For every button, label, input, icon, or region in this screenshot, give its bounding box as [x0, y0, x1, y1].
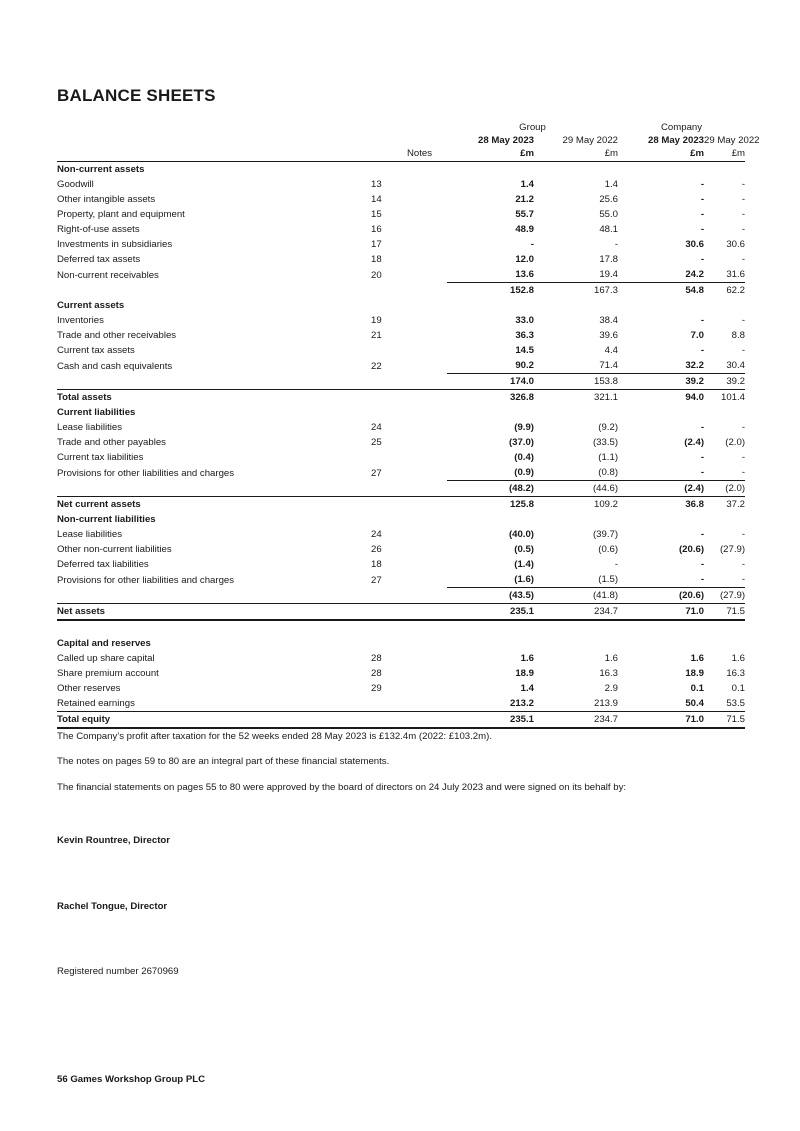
line-item-row	[57, 237, 745, 252]
line-item-label: Trade and other payables	[57, 437, 166, 448]
line-item-row	[57, 557, 745, 572]
line-item-label: Inventories	[57, 315, 104, 326]
empty-cell	[371, 512, 447, 527]
unit-label: £m	[618, 147, 704, 162]
group-2022-value: 1.6	[604, 653, 619, 664]
empty-cell	[618, 162, 704, 178]
company-2023-value: 36.8	[618, 497, 704, 513]
line-item-label	[57, 588, 371, 604]
company-header: Company	[660, 122, 703, 133]
group-2023-value: (37.0)	[508, 437, 534, 448]
line-item-label: Total assets	[57, 390, 371, 406]
group-2022-value: 19.4	[599, 269, 619, 280]
group-2023-value: 235.1	[447, 604, 534, 621]
empty-cell	[371, 162, 447, 178]
line-item-label: Share premium account	[57, 668, 159, 679]
note-ref	[371, 497, 447, 513]
group-2023-value: (9.9)	[514, 422, 534, 433]
signatory-1: Kevin Rountree, Director	[57, 835, 171, 846]
note-ref: 27	[371, 467, 382, 479]
group-2022-value: 38.4	[599, 315, 619, 326]
empty-cell	[371, 405, 447, 420]
line-item-label	[57, 374, 371, 390]
line-item-label	[57, 283, 371, 299]
spacer-row	[57, 620, 745, 636]
company-2022-value: 30.4	[726, 360, 746, 371]
group-2022-value: (0.6)	[598, 544, 619, 555]
company-2022-value: 62.2	[704, 283, 745, 299]
group-2022-value: (39.7)	[592, 529, 619, 540]
note-ref	[371, 343, 447, 358]
empty-cell	[618, 298, 704, 313]
line-item-label: Lease liabilities	[57, 422, 123, 433]
company-2023-value: 32.2	[685, 360, 705, 371]
group-2023-value: 21.2	[515, 194, 534, 205]
note-ref: 16	[371, 224, 382, 235]
group-2023-value: 12.0	[515, 254, 534, 265]
page-title: BALANCE SHEETS	[57, 86, 216, 105]
line-item-label: Other non-current liabilities	[57, 544, 172, 555]
group-2022-value: (33.5)	[592, 437, 619, 448]
line-item-label: Net current assets	[57, 497, 371, 513]
company-2022-value: 31.6	[726, 269, 746, 280]
line-item-row	[57, 192, 745, 207]
unit-label: £m	[447, 147, 534, 162]
section-heading: Current assets	[57, 300, 125, 311]
note-ref	[371, 712, 447, 729]
company-2023-value: -	[700, 467, 705, 478]
group-2023-value: 18.9	[515, 668, 534, 679]
line-item-label: Investments in subsidiaries	[57, 239, 173, 250]
notes-reference: The notes on pages 59 to 80 are an integral part of these financial statements.	[57, 756, 390, 767]
empty-cell	[704, 512, 745, 527]
notes-header: Notes	[371, 147, 447, 162]
group-2023-value: 1.4	[520, 683, 534, 694]
line-item-row	[57, 252, 745, 267]
line-item-row	[57, 435, 745, 450]
header-unit-row	[57, 147, 745, 162]
line-item-label: Trade and other receivables	[57, 330, 177, 341]
line-item-label: Current tax assets	[57, 345, 135, 356]
group-2023-value: (1.4)	[514, 559, 534, 570]
group-2022-value: 1.4	[604, 179, 619, 190]
group-2022-value: 16.3	[599, 668, 619, 679]
group-2022-value: 48.1	[599, 224, 619, 235]
group-2022-value: 25.6	[599, 194, 619, 205]
company-2023-value: 39.2	[618, 374, 704, 390]
company-2022-value: -	[741, 179, 746, 190]
group-2023-value: 14.5	[515, 345, 534, 356]
empty-cell	[704, 405, 745, 420]
company-2022-value: 16.3	[726, 668, 746, 679]
line-item-row	[57, 542, 745, 557]
group-2023-value: 1.6	[520, 653, 534, 664]
group-2022-value: -	[614, 239, 619, 250]
section-heading-row	[57, 162, 745, 178]
line-item-row	[57, 358, 745, 374]
company-2023-value: 7.0	[690, 330, 705, 341]
empty-cell	[618, 405, 704, 420]
company-2023-value: -	[700, 224, 705, 235]
registered-number: Registered number 2670969	[57, 966, 179, 977]
empty-cell	[371, 636, 447, 651]
section-heading: Non-current assets	[57, 164, 145, 175]
line-item-row	[57, 343, 745, 358]
company-date-2022: 29 May 2022	[704, 135, 760, 146]
note-ref	[371, 604, 447, 621]
company-2022-value: -	[741, 254, 746, 265]
empty-cell	[704, 298, 745, 313]
note-ref	[371, 450, 447, 465]
line-item-row	[57, 177, 745, 192]
company-2023-value: -	[700, 574, 705, 585]
company-2022-value: -	[741, 315, 746, 326]
note-ref: 14	[371, 194, 382, 205]
group-2022-value: -	[614, 559, 619, 570]
line-item-label: Property, plant and equipment	[57, 209, 185, 220]
company-2022-value: 0.1	[731, 683, 746, 694]
group-2023-value: (1.6)	[514, 574, 534, 585]
note-ref: 28	[371, 653, 382, 664]
subtotal-row	[57, 588, 745, 604]
group-2022-value: (0.8)	[598, 467, 619, 478]
company-2022-value: 30.6	[726, 239, 746, 250]
group-2022-value: 71.4	[599, 360, 619, 371]
grandtotal-row	[57, 712, 745, 729]
company-2023-value: (2.4)	[618, 481, 704, 497]
empty-cell	[534, 512, 618, 527]
note-ref	[371, 390, 447, 406]
group-2023-value: 33.0	[515, 315, 534, 326]
spacer-cell	[57, 620, 745, 636]
group-2023-value: (0.5)	[514, 544, 534, 555]
line-item-label: Cash and cash equivalents	[57, 360, 173, 372]
group-date-2022: 29 May 2022	[562, 135, 619, 146]
line-item-row	[57, 222, 745, 237]
company-2023-value: -	[700, 452, 705, 463]
company-2022-value: (2.0)	[704, 481, 745, 497]
company-2022-value: (27.9)	[704, 588, 745, 604]
note-ref: 27	[371, 574, 382, 586]
company-2023-value: 0.1	[690, 683, 705, 694]
note-ref: 26	[371, 544, 382, 555]
line-item-label: Lease liabilities	[57, 529, 123, 540]
group-2023-value: (48.2)	[447, 481, 534, 497]
empty-cell	[447, 162, 534, 178]
note-ref	[371, 481, 447, 497]
note-ref: 18	[371, 254, 382, 265]
company-2022-value: 101.4	[704, 390, 745, 406]
grandtotal-row	[57, 604, 745, 621]
group-2023-value: 235.1	[447, 712, 534, 729]
group-2023-value: 326.8	[447, 390, 534, 406]
line-item-label: Deferred tax liabilities	[57, 559, 149, 570]
company-2023-value: 50.4	[685, 698, 705, 709]
group-2023-value: (40.0)	[508, 529, 534, 540]
line-item-row	[57, 328, 745, 343]
note-ref: 21	[371, 330, 382, 341]
section-heading-row	[57, 636, 745, 651]
group-2022-value: 321.1	[534, 390, 618, 406]
group-date-2023: 28 May 2023	[477, 135, 534, 146]
empty-cell	[447, 298, 534, 313]
line-item-row	[57, 572, 745, 588]
company-2023-value: 71.0	[618, 604, 704, 621]
group-2022-value: 39.6	[599, 330, 619, 341]
line-item-label: Current tax liabilities	[57, 452, 144, 463]
line-item-label: Goodwill	[57, 179, 94, 190]
unit-label: £m	[704, 147, 745, 162]
company-2022-value: -	[741, 452, 746, 463]
note-ref: 17	[371, 239, 382, 250]
note-ref	[371, 283, 447, 299]
group-2022-value: 17.8	[599, 254, 619, 265]
company-2023-value: 71.0	[618, 712, 704, 729]
approval-statement: The financial statements on pages 55 to 80 were approved by the board of directors on 24 July 2023 and were signed on its behalf by:	[57, 782, 627, 793]
company-2022-value: 53.5	[726, 698, 746, 709]
group-2023-value: (0.4)	[514, 452, 534, 463]
note-ref	[371, 696, 447, 712]
note-ref: 28	[371, 668, 382, 679]
group-2022-value: 167.3	[534, 283, 618, 299]
empty-cell	[534, 162, 618, 178]
company-2022-value: -	[741, 529, 746, 540]
total-row	[57, 497, 745, 513]
line-item-label: Other intangible assets	[57, 194, 156, 205]
group-2022-value: 153.8	[534, 374, 618, 390]
company-2022-value: -	[741, 224, 746, 235]
group-2022-value: (9.2)	[598, 422, 619, 433]
group-2023-value: 13.6	[515, 269, 534, 280]
section-heading-row	[57, 405, 745, 420]
group-2023-value: (0.9)	[514, 467, 534, 478]
empty-cell	[447, 636, 534, 651]
note-ref: 24	[371, 422, 382, 433]
header-group-row	[57, 121, 745, 134]
section-heading: Non-current liabilities	[57, 514, 156, 525]
company-date-2023: 28 May 2023	[648, 135, 705, 146]
subtotal-row	[57, 374, 745, 390]
line-item-label: Deferred tax assets	[57, 254, 141, 265]
group-2023-value: 213.2	[509, 698, 534, 709]
group-2022-value: (1.1)	[598, 452, 619, 463]
group-2023-value: -	[530, 239, 534, 250]
group-2023-value: 174.0	[447, 374, 534, 390]
section-heading: Current liabilities	[57, 407, 136, 418]
group-2023-value: 152.8	[447, 283, 534, 299]
subtotal-row	[57, 481, 745, 497]
company-2023-value: (20.6)	[678, 544, 705, 555]
note-ref: 13	[371, 179, 382, 190]
company-2022-value: (2.0)	[725, 437, 746, 448]
group-2022-value: (1.5)	[598, 574, 619, 585]
company-2022-value: -	[741, 209, 746, 220]
page-footer: 56 Games Workshop Group PLC	[57, 1074, 206, 1085]
company-2022-value: -	[741, 467, 746, 478]
total-row	[57, 390, 745, 406]
company-2023-value: -	[700, 315, 705, 326]
line-item-label: Net assets	[57, 604, 371, 621]
empty-cell	[704, 162, 745, 178]
profit-note: The Company’s profit after taxation for the 52 weeks ended 28 May 2023 is £132.4m (2022: £103.2m).	[57, 731, 492, 742]
line-item-label: Right-of-use assets	[57, 224, 140, 235]
company-2022-value: -	[741, 422, 746, 433]
line-item-label: Non-current receivables	[57, 269, 159, 281]
line-item-label: Called up share capital	[57, 653, 155, 664]
company-2023-value: -	[700, 194, 705, 205]
empty-cell	[534, 405, 618, 420]
section-heading-row	[57, 298, 745, 313]
line-item-row	[57, 207, 745, 222]
line-item-row	[57, 450, 745, 465]
group-2023-value: 90.2	[515, 360, 534, 371]
note-ref: 15	[371, 209, 382, 220]
unit-label: £m	[534, 147, 618, 162]
company-2023-value: -	[700, 559, 705, 570]
group-2023-value: 125.8	[447, 497, 534, 513]
line-item-label: Other reserves	[57, 683, 121, 694]
company-2023-value: 1.6	[690, 653, 705, 664]
line-item-label: Total equity	[57, 712, 371, 729]
empty-cell	[371, 298, 447, 313]
empty-cell	[618, 512, 704, 527]
empty-cell	[534, 636, 618, 651]
line-item-label	[57, 481, 371, 497]
group-2022-value: 234.7	[534, 712, 618, 729]
line-item-label: Provisions for other liabilities and charges	[57, 467, 235, 479]
company-2022-value: 39.2	[704, 374, 745, 390]
company-2023-value: (20.6)	[618, 588, 704, 604]
note-ref: 20	[371, 269, 382, 281]
note-ref: 29	[371, 683, 382, 694]
group-2022-value: 55.0	[599, 209, 619, 220]
company-2023-value: 18.9	[685, 668, 705, 679]
note-ref: 19	[371, 315, 382, 326]
company-2023-value: -	[700, 529, 705, 540]
company-2023-value: 54.8	[618, 283, 704, 299]
empty-cell	[704, 636, 745, 651]
note-ref: 22	[371, 360, 382, 372]
company-2022-value: -	[741, 194, 746, 205]
section-heading-row	[57, 512, 745, 527]
company-2022-value: -	[741, 345, 746, 356]
signatory-2: Rachel Tongue, Director	[57, 901, 168, 912]
company-2023-value: -	[700, 254, 705, 265]
group-2023-value: 36.3	[515, 330, 534, 341]
empty-cell	[534, 298, 618, 313]
group-2022-value: 4.4	[604, 345, 619, 356]
group-2023-value: (43.5)	[447, 588, 534, 604]
subtotal-row	[57, 283, 745, 299]
company-2023-value: -	[700, 209, 705, 220]
company-2022-value: (27.9)	[719, 544, 746, 555]
line-item-row	[57, 527, 745, 542]
note-ref: 18	[371, 559, 382, 570]
group-2022-value: (44.6)	[534, 481, 618, 497]
line-item-label: Provisions for other liabilities and charges	[57, 574, 235, 586]
line-item-row	[57, 696, 745, 712]
company-2023-value: 30.6	[685, 239, 705, 250]
group-2022-value: 109.2	[534, 497, 618, 513]
group-2023-value: 1.4	[520, 179, 534, 190]
empty-cell	[618, 636, 704, 651]
line-item-row	[57, 465, 745, 481]
line-item-row	[57, 681, 745, 696]
empty-cell	[447, 512, 534, 527]
note-ref: 25	[371, 437, 382, 448]
group-2023-value: 48.9	[515, 224, 534, 235]
group-2022-value: 234.7	[534, 604, 618, 621]
company-2022-value: -	[741, 574, 746, 585]
company-2023-value: 24.2	[685, 269, 705, 280]
header-date-row	[57, 134, 745, 147]
line-item-row	[57, 313, 745, 328]
company-2022-value: 71.5	[704, 604, 745, 621]
line-item-row	[57, 651, 745, 666]
group-2022-value: (41.8)	[534, 588, 618, 604]
company-2022-value: 1.6	[731, 653, 746, 664]
group-2022-value: 2.9	[604, 683, 619, 694]
group-2023-value: 55.7	[515, 209, 534, 220]
company-2022-value: 8.8	[731, 330, 746, 341]
balance-sheet-table	[57, 121, 760, 729]
note-ref	[371, 588, 447, 604]
section-heading: Capital and reserves	[57, 638, 151, 649]
group-2022-value: 213.9	[594, 698, 619, 709]
company-2023-value: (2.4)	[684, 437, 705, 448]
company-2022-value: 37.2	[704, 497, 745, 513]
company-2023-value: 94.0	[618, 390, 704, 406]
line-item-label: Retained earnings	[57, 698, 135, 709]
company-2023-value: -	[700, 422, 705, 433]
empty-cell	[447, 405, 534, 420]
company-2022-value: -	[741, 559, 746, 570]
line-item-row	[57, 666, 745, 681]
note-ref	[371, 374, 447, 390]
company-2023-value: -	[700, 179, 705, 190]
group-header: Group	[519, 122, 546, 133]
company-2022-value: 71.5	[704, 712, 745, 729]
note-ref: 24	[371, 529, 382, 540]
line-item-row	[57, 267, 745, 283]
line-item-row	[57, 420, 745, 435]
company-2023-value: -	[700, 345, 705, 356]
